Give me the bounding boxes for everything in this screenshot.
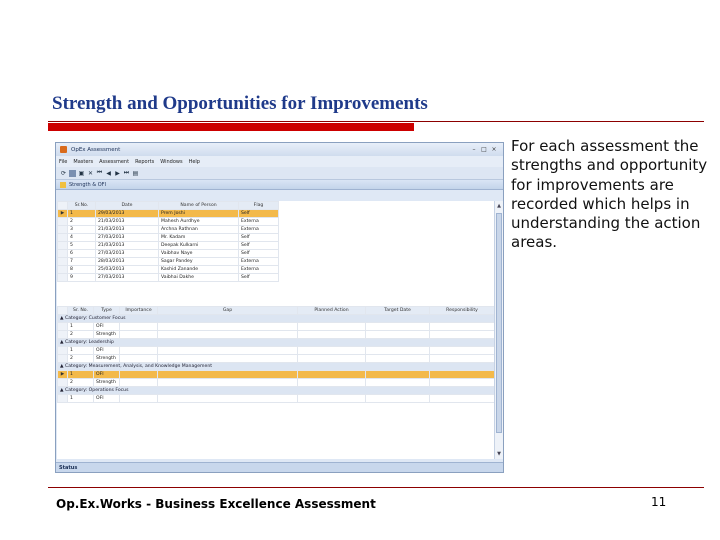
group-label-text: Category: Leadership xyxy=(65,340,114,345)
group-label-text: Category: Measurement, Analysis, and Knowledge Management xyxy=(65,364,213,369)
cell-sr-no: 1 xyxy=(68,323,94,331)
table-row[interactable] xyxy=(58,323,495,331)
cell-planned-action xyxy=(298,371,366,379)
refresh-icon[interactable]: ⟳ xyxy=(60,169,67,177)
cell-gap xyxy=(158,355,298,363)
group-label-text: Category: Customer Focus xyxy=(65,316,126,321)
table-row[interactable] xyxy=(58,218,279,226)
group-label xyxy=(58,387,495,395)
cell-planned-action xyxy=(298,355,366,363)
cell-importance xyxy=(120,395,158,403)
child-window-title xyxy=(56,180,503,190)
cell-planned-action xyxy=(298,323,366,331)
details-grid xyxy=(57,306,494,403)
cell-target-date xyxy=(366,379,430,387)
current-row-indicator-icon: ▶ xyxy=(58,210,68,218)
close-window-button[interactable]: × xyxy=(491,146,497,153)
next-record-icon[interactable]: ▶ xyxy=(115,169,120,177)
cell-type: OFI xyxy=(94,371,120,379)
cell-planned-action xyxy=(298,379,366,387)
collapse-arrow-icon[interactable]: ▲ xyxy=(60,364,65,369)
app-logo-icon xyxy=(60,146,67,153)
row-indicator xyxy=(58,323,68,331)
cell-type: Strength xyxy=(94,331,120,339)
cell-type: Strength xyxy=(94,379,120,387)
group-label xyxy=(58,339,495,347)
close-icon[interactable]: ✕ xyxy=(87,169,94,177)
column-header-target-date[interactable]: Target Date xyxy=(366,307,430,315)
column-header-responsibility[interactable]: Responsibility xyxy=(430,307,495,315)
row-indicator xyxy=(58,347,68,355)
cell-responsibility xyxy=(430,355,495,363)
cell-importance xyxy=(120,371,158,379)
cell-target-date xyxy=(366,395,430,403)
scroll-down-icon[interactable]: ▼ xyxy=(497,451,501,457)
row-indicator xyxy=(58,226,68,234)
cell-date: 27/03/2013 xyxy=(96,234,159,242)
table-row[interactable] xyxy=(58,266,279,274)
cell-sr-no: 2 xyxy=(68,355,94,363)
cell-sr-no: 2 xyxy=(68,379,94,387)
cell-responsibility xyxy=(430,347,495,355)
cell-flag: Self xyxy=(239,210,279,218)
footer-divider xyxy=(48,487,704,488)
cell-date: 21/03/2013 xyxy=(96,242,159,250)
cell-sr-no: 2 xyxy=(68,218,96,226)
group-row[interactable] xyxy=(58,339,495,347)
cell-date: 25/03/2013 xyxy=(96,266,159,274)
cell-sr-no: 1 xyxy=(68,371,94,379)
cell-name: Prem Joshi xyxy=(159,210,239,218)
group-row[interactable] xyxy=(58,387,495,395)
footer-text: Op.Ex.Works - Business Excellence Assessment xyxy=(56,497,376,511)
title-divider xyxy=(48,121,704,122)
column-header-planned-action[interactable]: Planned Action xyxy=(298,307,366,315)
row-indicator xyxy=(58,395,68,403)
table-row[interactable] xyxy=(58,258,279,266)
previous-record-icon[interactable]: ◀ xyxy=(106,169,111,177)
cell-flag: Externa xyxy=(239,266,279,274)
cell-date: 27/03/2013 xyxy=(96,250,159,258)
cell-name: Mahesh Aurdhye xyxy=(159,218,239,226)
cell-flag: Externa xyxy=(239,226,279,234)
cell-gap xyxy=(158,347,298,355)
cell-name: Deepak Kulkarni xyxy=(159,242,239,250)
app-screenshot xyxy=(55,142,504,473)
cell-flag: Self xyxy=(239,250,279,258)
cell-name: Sagar Pandey xyxy=(159,258,239,266)
cell-gap xyxy=(158,371,298,379)
print-icon[interactable]: ▤ xyxy=(132,169,139,177)
cell-date: 27/03/2013 xyxy=(96,274,159,282)
column-header-importance[interactable]: Importance xyxy=(120,307,158,315)
status-label: Status xyxy=(59,464,78,471)
vertical-scrollbar[interactable] xyxy=(494,201,503,459)
cell-importance xyxy=(120,331,158,339)
cell-importance xyxy=(120,323,158,331)
cell-name: Mr. Kadam xyxy=(159,234,239,242)
group-label xyxy=(58,363,495,371)
cell-target-date xyxy=(366,331,430,339)
cell-target-date xyxy=(366,371,430,379)
column-header-sr-no[interactable]: Sr. No. xyxy=(68,307,94,315)
cell-sr-no: 1 xyxy=(68,395,94,403)
cell-importance xyxy=(120,379,158,387)
cell-responsibility xyxy=(430,379,495,387)
save-icon[interactable] xyxy=(69,170,76,177)
cell-sr-no: 1 xyxy=(68,210,96,218)
cell-gap xyxy=(158,331,298,339)
child-window-title-text: Strength & OFI xyxy=(69,181,106,188)
row-indicator xyxy=(58,218,68,226)
column-header-gap[interactable]: Gap xyxy=(158,307,298,315)
cell-gap xyxy=(158,395,298,403)
cell-flag: Externa xyxy=(239,258,279,266)
cell-date: 29/03/2013 xyxy=(96,210,159,218)
current-row-indicator-icon: ▶ xyxy=(58,371,68,379)
app-window-title: OpEx Assessment xyxy=(71,146,121,153)
menu-file[interactable]: File xyxy=(59,158,68,165)
column-header-flag[interactable]: Flag xyxy=(239,202,279,210)
group-row[interactable] xyxy=(58,315,495,323)
group-row[interactable] xyxy=(58,363,495,371)
maximize-button[interactable]: □ xyxy=(481,146,487,153)
cell-responsibility xyxy=(430,323,495,331)
cell-responsibility xyxy=(430,331,495,339)
cell-sr-no: 7 xyxy=(68,258,96,266)
cell-flag: Externa xyxy=(239,218,279,226)
cell-sr-no: 5 xyxy=(68,242,96,250)
scroll-up-icon[interactable]: ▲ xyxy=(497,203,501,209)
group-label xyxy=(58,315,495,323)
cell-responsibility xyxy=(430,395,495,403)
column-header-type[interactable]: Type xyxy=(94,307,120,315)
grid-area xyxy=(57,201,494,459)
cell-sr-no: 1 xyxy=(68,347,94,355)
document-icon xyxy=(60,182,66,188)
cell-planned-action xyxy=(298,347,366,355)
cell-flag: Self xyxy=(239,274,279,282)
cell-responsibility xyxy=(430,371,495,379)
cell-date: 21/03/2013 xyxy=(96,218,159,226)
table-row[interactable] xyxy=(58,234,279,242)
menu-masters[interactable]: Masters xyxy=(73,158,94,165)
cell-flag: Self xyxy=(239,242,279,250)
collapse-arrow-icon[interactable]: ▲ xyxy=(60,340,65,345)
table-row[interactable] xyxy=(58,210,279,218)
title-accent-bar xyxy=(48,123,414,131)
cell-sr-no: 9 xyxy=(68,274,96,282)
cell-type: OFI xyxy=(94,347,120,355)
cell-sr-no: 4 xyxy=(68,234,96,242)
cell-sr-no: 8 xyxy=(68,266,96,274)
collapse-arrow-icon[interactable]: ▲ xyxy=(60,388,65,393)
scrollbar-thumb[interactable] xyxy=(496,213,502,433)
column-header-sr-no[interactable]: Sr.No. xyxy=(68,202,96,210)
menu-windows[interactable]: Windows xyxy=(160,158,183,165)
slide-title: Strength and Opportunities for Improvements xyxy=(52,93,428,114)
row-indicator xyxy=(58,242,68,250)
menubar xyxy=(56,156,503,167)
cell-name: Kashid Zanande xyxy=(159,266,239,274)
table-row[interactable] xyxy=(58,355,495,363)
cell-type: OFI xyxy=(94,395,120,403)
cell-gap xyxy=(158,379,298,387)
cell-target-date xyxy=(366,355,430,363)
first-record-icon[interactable]: ⏮ xyxy=(96,169,103,176)
row-indicator xyxy=(58,331,68,339)
cell-type: Strength xyxy=(94,355,120,363)
delete-icon[interactable]: ▣ xyxy=(78,169,85,177)
cell-gap xyxy=(158,323,298,331)
table-row[interactable] xyxy=(58,379,495,387)
row-indicator xyxy=(58,355,68,363)
table-row[interactable] xyxy=(58,395,495,403)
cell-planned-action xyxy=(298,331,366,339)
cell-date: 21/03/2013 xyxy=(96,226,159,234)
row-indicator-header xyxy=(58,202,68,210)
bullet-text: For each assessment the strengths and opportunity for improvements are recorded which helps in understanding the action areas. xyxy=(511,137,708,252)
table-row[interactable] xyxy=(58,274,279,282)
cell-name: Archna Rathnan xyxy=(159,226,239,234)
status-bar xyxy=(56,462,503,472)
cell-sr-no: 3 xyxy=(68,226,96,234)
menu-help[interactable]: Help xyxy=(188,158,200,165)
cell-sr-no: 6 xyxy=(68,250,96,258)
cell-importance xyxy=(120,355,158,363)
app-titlebar xyxy=(56,143,503,156)
table-row[interactable] xyxy=(58,226,279,234)
minimize-button[interactable]: – xyxy=(472,146,476,153)
cell-target-date xyxy=(366,347,430,355)
cell-type: OFI xyxy=(94,323,120,331)
row-indicator xyxy=(58,258,68,266)
toolbar xyxy=(56,167,503,180)
cell-planned-action xyxy=(298,395,366,403)
row-indicator-header xyxy=(58,307,68,315)
menu-reports[interactable]: Reports xyxy=(135,158,155,165)
table-row[interactable] xyxy=(58,242,279,250)
column-header-date[interactable]: Date xyxy=(96,202,159,210)
row-indicator xyxy=(58,266,68,274)
table-row[interactable] xyxy=(58,371,495,379)
table-row[interactable] xyxy=(58,250,279,258)
row-indicator xyxy=(58,250,68,258)
cell-flag: Self xyxy=(239,234,279,242)
cell-date: 28/03/2013 xyxy=(96,258,159,266)
assessment-grid xyxy=(57,201,288,282)
cell-importance xyxy=(120,347,158,355)
page-number: 11 xyxy=(651,495,667,509)
row-indicator xyxy=(58,234,68,242)
cell-name: Vaibhai Dakhe xyxy=(159,274,239,282)
group-label-text: Category: Operations Focus xyxy=(65,388,129,393)
cell-target-date xyxy=(366,323,430,331)
last-record-icon[interactable]: ⏭ xyxy=(123,169,130,176)
cell-name: Vaibhav Naye xyxy=(159,250,239,258)
collapse-arrow-icon[interactable]: ▲ xyxy=(60,316,65,321)
table-row[interactable] xyxy=(58,347,495,355)
menu-assessment[interactable]: Assessment xyxy=(99,158,130,165)
column-header-name[interactable]: Name of Person xyxy=(159,202,239,210)
table-row[interactable] xyxy=(58,331,495,339)
cell-sr-no: 2 xyxy=(68,331,94,339)
row-indicator xyxy=(58,274,68,282)
row-indicator xyxy=(58,379,68,387)
